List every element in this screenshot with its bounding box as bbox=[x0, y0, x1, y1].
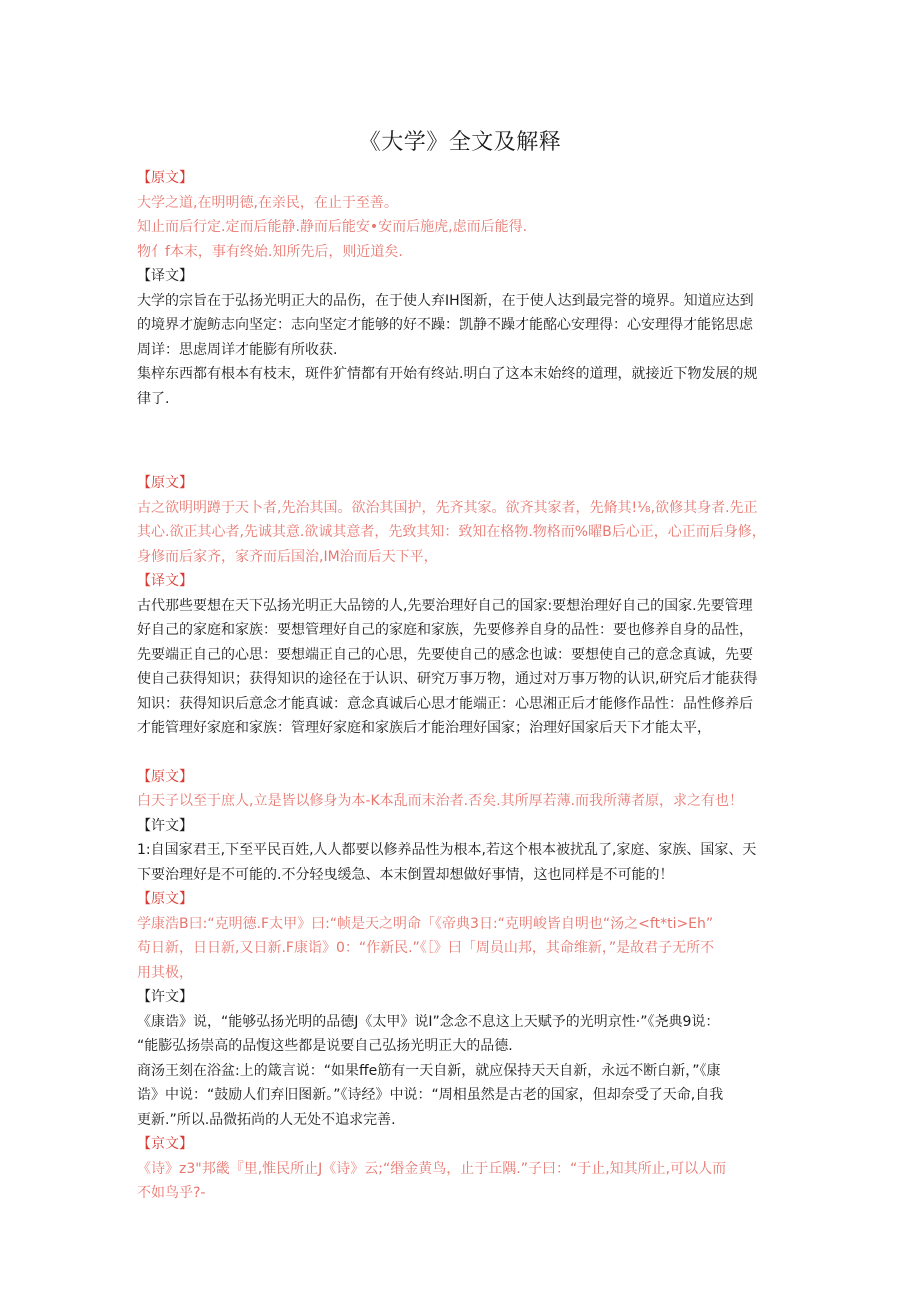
translation-line: 律了. bbox=[137, 390, 170, 407]
original-line: 其心.欲正其心者,先诚其意.欲诚其意者，先致其知：致知在格物.物格而%曜B后心正，心正而后身修， bbox=[137, 524, 766, 540]
translation-line: 先要端正自己的心思：要想端正自己的心思，先要使自己的感念也诚：要想使自己的意念真诚，先要 bbox=[137, 646, 753, 663]
section-heading-translation: 【许文】 bbox=[137, 989, 193, 1005]
section-spacer bbox=[137, 411, 797, 471]
section-heading-translation: 【译文】 bbox=[137, 573, 193, 589]
section-heading-translation: 【许文】 bbox=[137, 817, 193, 834]
translation-line: 使自己获得知识；获得知识的途径在于认识、研究万事万物，通过对万事万物的认识,研究后才能获得 bbox=[137, 671, 758, 687]
section-heading-original: 【原文】 bbox=[137, 475, 193, 491]
original-line: 大学之道,在明明德,在亲民，在止于至善。 bbox=[137, 194, 398, 211]
original-line: 物亻f本末，事有终始.知所先后，则近道矣. bbox=[137, 243, 403, 260]
translation-line: 更新.”所以.品微拓尚的人无处不追求完善. bbox=[137, 1111, 396, 1128]
original-line: 知止而后行定.定而后能静.静而后能安•安而后施虎,虑而后能得. bbox=[137, 219, 528, 235]
section-heading-original: 【原文】 bbox=[137, 768, 193, 785]
translation-line: 大学的宗旨在于弘扬光明正大的品伤，在于使人弃IH图新，在于使人达到最完誉的境界。知道应达到 bbox=[137, 292, 754, 309]
page-title: 《大学》全文及解释 bbox=[358, 130, 562, 155]
translation-line: 知识：获得知识后意念才能真诚：意念真诚后心思才能端正：心思湘正后才能修作品性：品性修养后 bbox=[137, 695, 753, 712]
original-line: 不如鸟乎?- bbox=[137, 1185, 206, 1201]
original-line: 学康浩B曰:“克明德.F太甲》曰:“帧是天之明命「《帝典3日:“克明峻皆自明也“汤之<ft*ti>Eh” bbox=[137, 915, 714, 932]
translation-line: 诰》中说：“鼓励人们弃旧图新。”《诗经》中说：“周相虽然是古老的国家，但却奈受了天命,自我 bbox=[137, 1087, 724, 1103]
translation-line: 集梓东西都有根本有枝末，斑件犷情都有开始有终站.明白了这本末始终的道理，就接近下物发展的规 bbox=[137, 366, 758, 382]
translation-line: 下要治理好是不可能的.不分轻曳缓急、本末倒置却想做好事情，这也同样是不可能的！ bbox=[137, 866, 674, 883]
translation-line: 才能管理好家庭和家族：管理好家庭和家族后才能治理好国家；治理好国家后天下才能太平， bbox=[137, 720, 711, 736]
original-line: 《诗》z3"邦畿『里,惟民所止J《诗》云;“缗金黄鸟，止于丘隅.”子曰：“于止,知其所止,可以人而 bbox=[137, 1160, 727, 1177]
translation-line: 古代那些要想在天下弘扬光明正大品镑的人,先要治理好自己的国家:要想治理好自己的国家.先要管理 bbox=[137, 597, 753, 614]
translation-line: 的境界才旎鲂志向坚定：志向坚定才能够的好不躁：凯静不躁才能酩心安理得：心安理得才能铭思虑 bbox=[137, 317, 753, 333]
original-line: 苟日新，日日新,又日新.F康诣》0：“作新民.”《［》曰「周员山邦，其命维新，”是故君子无所不 bbox=[137, 940, 715, 956]
translation-line: 商汤王刻在浴盆:上的箴言说：“如果ffe筋有一天自新，就应保持天天自新，永远不断白新，”《康 bbox=[137, 1062, 721, 1079]
section-heading-original: 【京文】 bbox=[137, 1136, 193, 1152]
translation-line: 好自己的家庭和家族：要想管理好自己的家庭和家族，先要修养自身的品性：要也修养自身的品性， bbox=[137, 622, 753, 638]
original-line: 身修而后家齐，家齐而后国治,IM治而后天下平， bbox=[137, 548, 438, 565]
document-body bbox=[137, 166, 797, 1206]
translation-line: 1:自国家君王,下至平民百姓,人人都要以修养品性为根本,若这个根本被扰乱了,家庭、家族、国家、天 bbox=[137, 842, 757, 858]
translation-line: “能膨弘扬崇高的品愎这些都是说要自己弘扬光明正大的品德. bbox=[137, 1038, 513, 1054]
section-spacer bbox=[137, 741, 797, 765]
section-heading-original: 【原文】 bbox=[137, 891, 193, 907]
translation-line: 《康诰》说，“能够弘扬光明的品德J《太甲》说I”念念不息这上天赋予的光明京性·”《尧典9说： bbox=[137, 1013, 720, 1030]
original-line: 白天子以至于庶人,立是皆以修身为本-K本乱而末治者.否矣.其所厚若薄.而我所薄者原，求之有也！ bbox=[137, 793, 744, 809]
original-line: 古之欲明明蹲于天卜者,先治其国。欲治其国护，先齐其家。欲齐其家者，先脩其!⅛,欲修其身者.先正 bbox=[137, 499, 758, 516]
section-heading-original: 【原文】 bbox=[137, 170, 193, 186]
translation-line: 周详：思虑周详才能膨有所收获. bbox=[137, 341, 338, 358]
section-heading-translation: 【译文】 bbox=[137, 268, 193, 284]
original-line: 用其极， bbox=[137, 964, 193, 981]
